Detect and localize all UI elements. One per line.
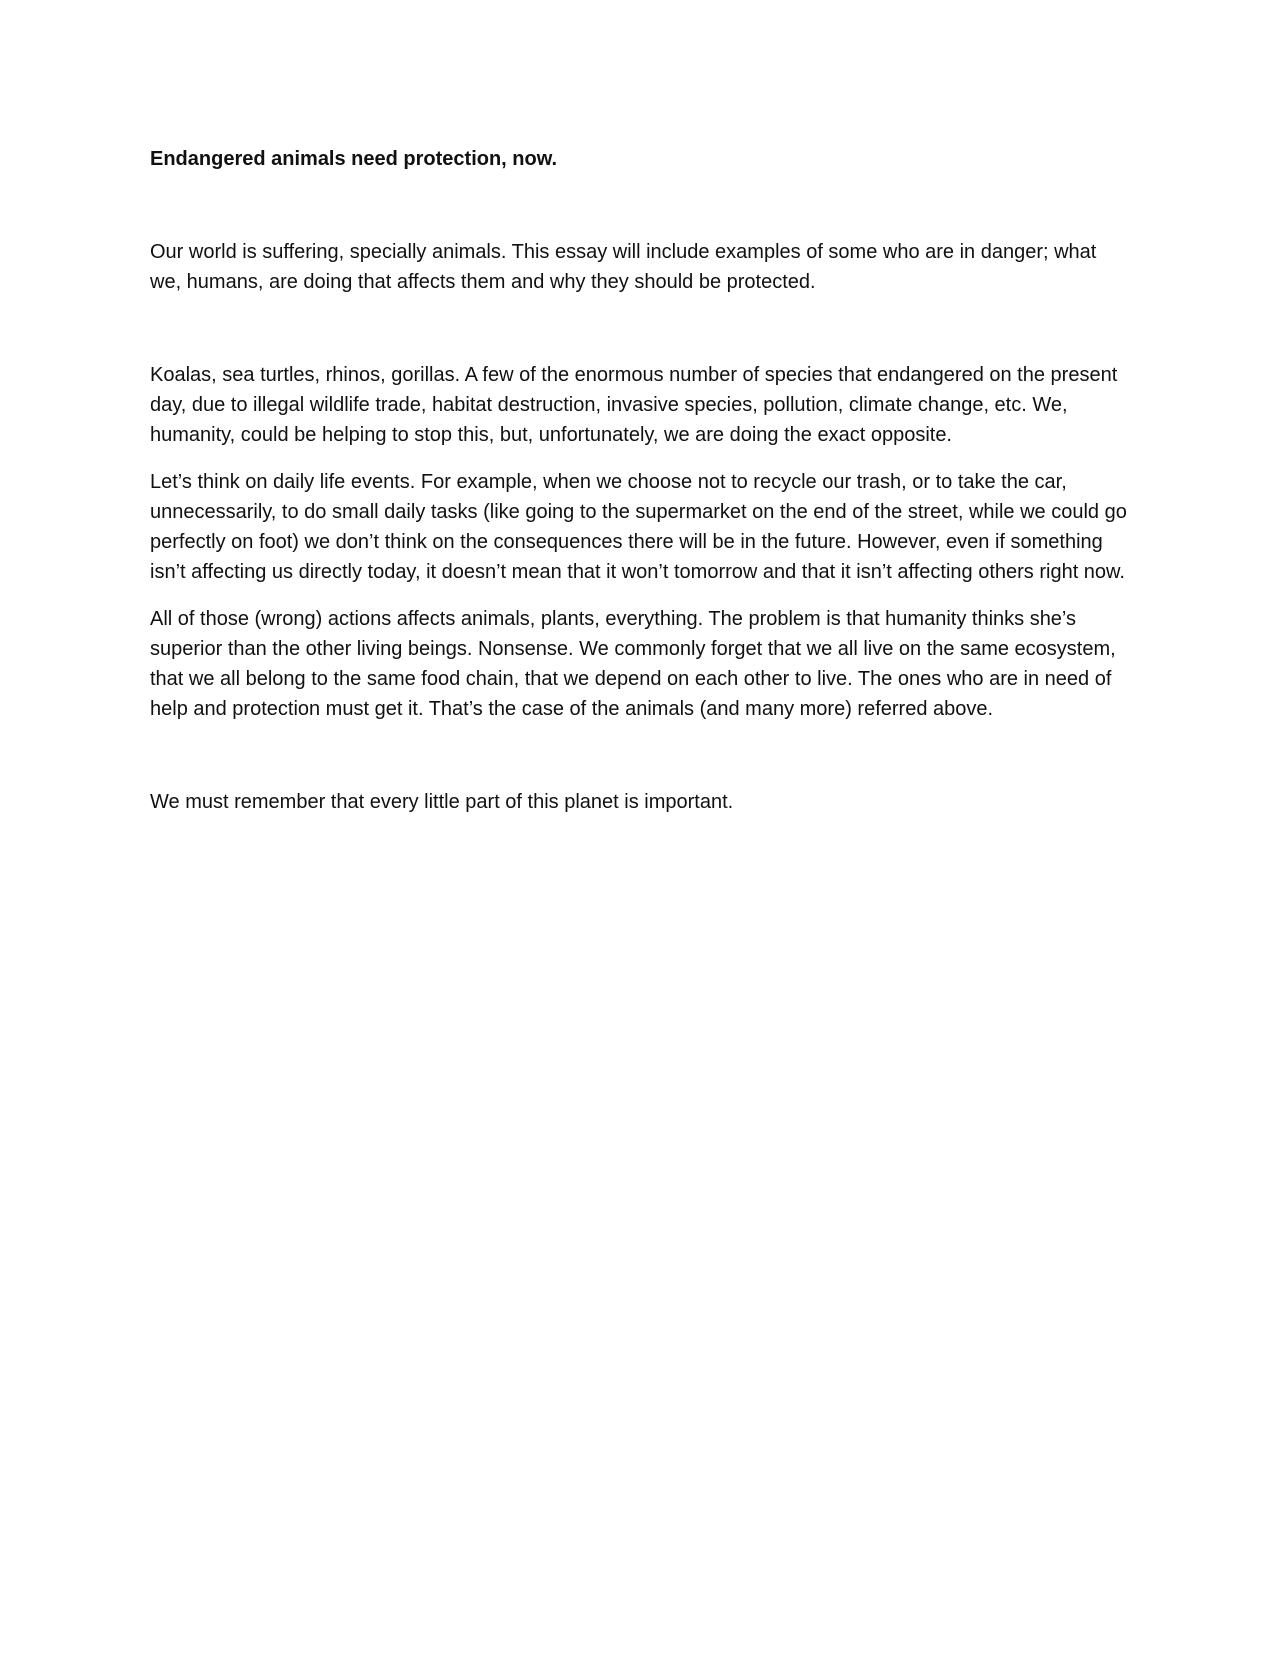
document-title: Endangered animals need protection, now. xyxy=(150,148,558,170)
spacer xyxy=(150,724,1130,787)
paragraph-intro: Our world is suffering, specially animals. This essay will include examples of some who are in danger; what we, humans, are doing that affects them and why they should be protected. xyxy=(150,241,1097,293)
spacer xyxy=(150,450,1130,467)
paragraph-daily-life: Let’s think on daily life events. For example, when we choose not to recycle our trash, or to take the car, unnecessarily, to do small daily tasks (like going to the supermarket on the end of the street, while we could go perfectly on foot) we don’t think on the consequences there will be in the future. However, even if something isn’t affecting us directly today, it doesn’t mean that it won’t tomorrow and that it isn’t affecting others right now. xyxy=(150,471,1127,583)
paragraph-conclusion: We must remember that every little part of this planet is important. xyxy=(150,791,734,813)
spacer xyxy=(150,587,1130,604)
document-body xyxy=(150,144,1130,817)
paragraph-species: Koalas, sea turtles, rhinos, gorillas. A few of the enormous number of species that endangered on the present day, due to illegal wildlife trade, habitat destruction, invasive species, pollution, climate change, etc. We, humanity, could be helping to stop this, but, unfortunately, we are doing the exact opposite. xyxy=(150,364,1118,446)
paragraph-actions: All of those (wrong) actions affects animals, plants, everything. The problem is that humanity thinks she’s superior than the other living beings. Nonsense. We commonly forget that we all live on the same ecosystem, that we all belong to the same food chain, that we depend on each other to live. The ones who are in need of help and protection must get it. That’s the case of the animals (and many more) referred above. xyxy=(150,608,1116,720)
spacer xyxy=(150,174,1130,237)
spacer xyxy=(150,297,1130,360)
